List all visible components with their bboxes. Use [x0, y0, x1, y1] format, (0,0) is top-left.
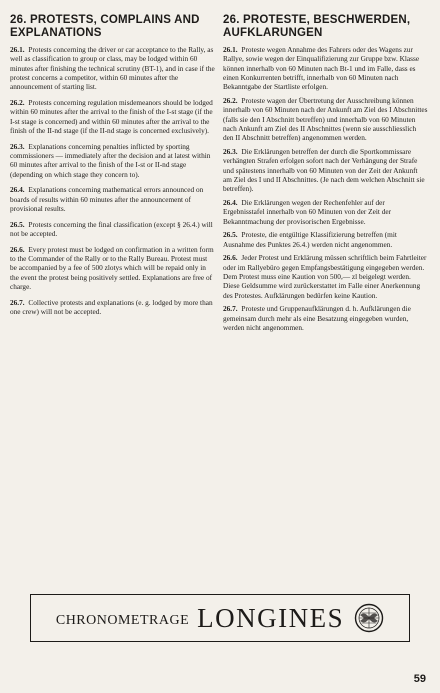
longines-advertisement	[30, 594, 410, 642]
paragraph-text: Proteste wagen der Übertretung der Ausschreibung können innerhalb von 60 Minuten nach der Ankunft am Ziel des I Abschnittes (falls sie den I Abschnitt betreffen) und innerhalb von 60 Minuten nach Ankunft am Ziel des II Abschnittes (wenn sie ausschliesslich den II Abschnitt betreffen) angenommen werden.	[223, 95, 428, 143]
paragraph-number: 26.3.	[223, 146, 238, 156]
paragraph-number: 26.4.	[223, 197, 238, 207]
paragraph-number: 26.7.	[10, 297, 25, 307]
paragraph-text: Die Erklärungen wegen der Rechenfehler auf der Ergebnisstafel innerhalb von 60 Minuten von der Zeit der Bekanntmachung der provisorischen Ergebnisse.	[223, 197, 392, 226]
paragraph-text: Every protest must be lodged on confirmation in a written form to the Commander of the Rally or to the Rally Bureau. Protest must be accompanied by a fee of 500 zlotys which will be repaid only in the event the protest being positively settled. Explanations are free of charge.	[10, 244, 214, 292]
paragraph-number: 26.7.	[223, 304, 238, 314]
ad-brand: LONGINES	[197, 602, 345, 633]
paragraph-number: 26.1.	[10, 45, 25, 54]
paragraph-text: Die Erklärungen betreffen der durch die Sportkommissare verhängten Strafen erfolgen sofort nach der Verhängung der Strafe und spätestens innerhalb von 60 Minuten von der Zeit der Ankunft am Ziel des I und II Abschnittes. (Je nach dem welchen Abschnitt sie betreffen).	[223, 146, 425, 194]
german-heading: 26. PROTESTE, BESCHWERDEN, AUFKLARUNGEN	[223, 14, 411, 39]
ad-tagline: CHRONOMETRAGE	[55, 612, 190, 628]
english-heading: 26. PROTESTS, COMPLAINS AND EXPLANATIONS	[10, 14, 200, 39]
german-paragraph	[223, 45, 428, 91]
german-paragraph	[223, 230, 428, 249]
english-paragraph	[10, 98, 215, 135]
paragraph-number: 26.6.	[223, 253, 238, 263]
german-column	[223, 14, 428, 337]
german-paragraph	[223, 253, 428, 299]
paragraph-text: Proteste wegen Annahme des Fahrers oder des Wagens zur Rallye, sowie wegen der Einqualifizierung zur Gruppe bzw. Klasse können innerhalb von 60 Minuten nach Bt-1 und im Falle, dass es einen Konkurrenten betrifft, innerhalb von 60 Minuten nach Bekanntgabe der Startliste erfolgen.	[223, 45, 420, 92]
german-paragraph	[223, 96, 428, 142]
paragraph-number: 26.3.	[10, 141, 25, 151]
paragraph-text: Explanations concerning mathematical errors announced on boards of results within 60 minutes after the announcement of provisional results.	[10, 185, 204, 213]
paragraph-text: Protests concerning the final classification (except § 26.4.) will not be accepted.	[10, 219, 213, 239]
paragraph-text: Collective protests and explanations (e. g. lodged by more than one crew) will not be accepted.	[10, 297, 213, 317]
english-paragraph	[10, 185, 215, 213]
english-paragraph	[10, 45, 215, 91]
paragraph-text: Explanations concerning penalties inflicted by sporting commissioners — immediately after the decision and at latest within 60 minutes after arrival to the finish of the I-st or II-nd stage (depending on which stage they concern to).	[10, 141, 211, 179]
paragraph-number: 26.5.	[223, 230, 238, 240]
paragraph-text: Proteste, die entgültige Klassifizierung betreffen (mit Ausnahme des Punktes 26.4.) werden nicht angenommen.	[223, 230, 397, 249]
paragraph-number: 26.2.	[10, 97, 25, 107]
paragraph-text: Proteste und Gruppenaufklärungen d. h. Aufklärungen die gemeinsam durch mehr als eine Besatzung eingegeben wurden, werden nicht angenommen.	[223, 304, 411, 333]
winged-hourglass-globe-icon	[354, 603, 384, 633]
paragraph-number: 26.4.	[10, 185, 25, 195]
paragraph-number: 26.1.	[223, 45, 238, 54]
english-paragraph	[10, 245, 215, 291]
english-paragraph	[10, 220, 215, 239]
german-paragraph	[223, 147, 428, 193]
english-paragraph	[10, 298, 215, 317]
page-number: 59	[413, 673, 426, 685]
paragraph-number: 26.5.	[10, 219, 25, 229]
paragraph-text: Jeder Protest und Erklärung müssen schriftlich beim Fahrtleiter oder im Rallyebüro gegen Empfangsbestätigung eingegeben werden. Dem Protest muss eine Kaution von 500,— zl beigelegt werden. Diese Geldsumme wird zurückerstattet im Falle einer Anerkennung des Protestes. Aufklärungen bedürfen keine Kaution.	[223, 253, 427, 300]
paragraph-number: 26.2.	[223, 95, 238, 105]
paragraph-number: 26.6.	[10, 244, 25, 254]
english-paragraph	[10, 142, 215, 179]
paragraph-text: Protests concerning regulation misdemeanors should be lodged within 60 minutes after the arrival to the finish of the I-st stage (if the I-st stage is concerned) and within 60 minutes after the arrival to the finish of the II-nd stage (if the II-nd stage is concerned exclusively).	[10, 97, 213, 135]
german-paragraph	[223, 198, 428, 226]
german-paragraph	[223, 304, 428, 332]
english-column	[10, 14, 215, 323]
paragraph-text: Protests concerning the driver or car acceptance to the Rally, as well as classification to group or class, may be lodged within 60 minutes after finishing the technical scrutiny (BT-1), and in case if the protest concerns a competitor, within 60 minutes after the announcement of starting list.	[10, 45, 215, 92]
